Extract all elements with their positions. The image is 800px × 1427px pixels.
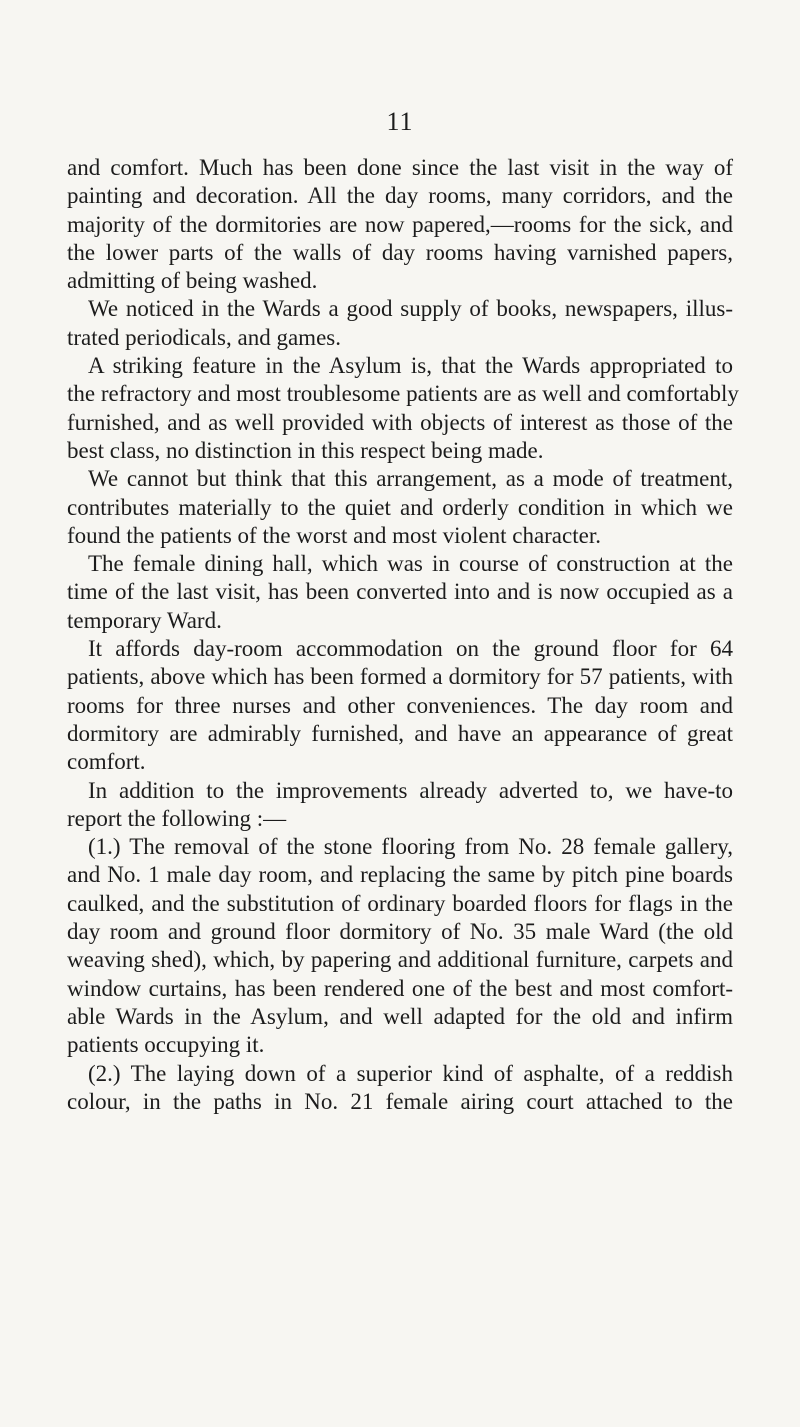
text-line: patients, above which has been formed a dormitory for 57 patients, with (67, 664, 733, 690)
text-line: window curtains, has been rendered one of the best and most comfort- (67, 975, 733, 1001)
text-line: colour, in the paths in No. 21 female airing court attached to the (67, 1088, 733, 1114)
text-line: painting and decoration. All the day rooms, many corridors, and the (67, 183, 733, 209)
text-line: majority of the dormitories are now papered,—rooms for the sick, and (67, 211, 733, 237)
text-line: report the following :— (67, 805, 287, 831)
text-line: We cannot but think that this arrangement, as a mode of treatment, (88, 466, 733, 492)
text-line: We noticed in the Wards a good supply of books, newspapers, illus- (88, 296, 733, 322)
page-number: 11 (386, 107, 414, 136)
text-line: comfort. (67, 749, 146, 775)
text-line: The female dining hall, which was in course of construction at the (88, 551, 733, 577)
text-line: found the patients of the worst and most violent character. (67, 522, 601, 548)
text-line: weaving shed), which, by papering and additional furniture, carpets and (67, 947, 733, 973)
text-line: contributes materially to the quiet and orderly condition in which we (67, 494, 733, 520)
text-line: It affords day-room accommodation on the ground floor for 64 (88, 636, 733, 662)
text-line: the refractory and most troublesome patients are as well and comfortably (67, 381, 739, 407)
text-line: best class, no distinction in this respect being made. (67, 437, 544, 463)
text-line: In addition to the improvements already adverted to, we have-to (88, 777, 733, 803)
text-line: caulked, and the substitution of ordinary boarded floors for flags in the (67, 890, 733, 916)
body-text (67, 154, 739, 1116)
text-line: (1.) The removal of the stone flooring from No. 28 female gallery, (88, 834, 733, 860)
text-line: time of the last visit, has been converted into and is now occupied as a (67, 579, 733, 605)
text-line: the lower parts of the walls of day rooms having varnished papers, (67, 239, 733, 265)
text-line: A striking feature in the Asylum is, that the Wards appropriated to (88, 353, 733, 379)
text-line: trated periodicals, and games. (67, 324, 341, 350)
text-line: able Wards in the Asylum, and well adapted for the old and infirm (67, 1003, 733, 1029)
text-line: patients occupying it. (67, 1032, 265, 1058)
text-line: rooms for three nurses and other conveniences. The day room and (67, 692, 733, 718)
text-line: (2.) The laying down of a superior kind of asphalte, of a reddish (88, 1060, 733, 1086)
text-line: furnished, and as well provided with objects of interest as those of the (67, 409, 733, 435)
text-line: dormitory are admirably furnished, and have an appearance of great (67, 720, 733, 746)
text-line: and comfort. Much has been done since the last visit in the way of (67, 155, 733, 180)
text-line: and No. 1 male day room, and replacing the same by pitch pine boards (67, 862, 733, 888)
text-line: temporary Ward. (67, 607, 222, 633)
text-line: day room and ground floor dormitory of No. 35 male Ward (the old (67, 919, 733, 945)
text-line: admitting of being washed. (67, 268, 318, 294)
